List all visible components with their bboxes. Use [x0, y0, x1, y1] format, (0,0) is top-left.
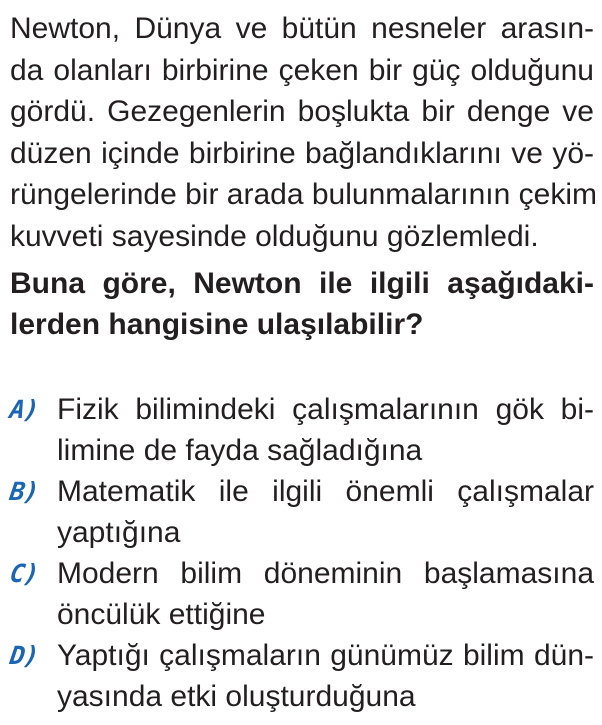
passage-line: rüngelerinde bir arada bulunmalarının çekim: [10, 178, 597, 211]
option-b[interactable]: [10, 471, 594, 553]
option-text-line: yaptığına: [57, 516, 181, 549]
option-text-line: limine de fayda sağladığına: [57, 434, 423, 467]
question-page: [8, 8, 597, 717]
question-stem: [10, 263, 594, 345]
option-d[interactable]: [10, 635, 594, 717]
option-letter-b: B): [8, 477, 41, 506]
option-text-line: Fizik bilimindeki çalışmalarının gök bi-: [57, 393, 594, 426]
passage-line: Newton, Dünya ve bütün nesneler arasın-: [10, 12, 594, 45]
answer-options: [10, 389, 594, 717]
option-letter-d: D): [8, 641, 41, 670]
option-letter-a: A): [8, 395, 41, 424]
option-text-line: yasında etki oluşturduğuna: [57, 680, 416, 713]
option-text-line: Matematik ile ilgili önemli çalışmalar: [57, 475, 594, 508]
option-text-line: Modern bilim döneminin başlamasına: [57, 557, 594, 590]
passage-line: düzen içinde birbirine bağlandıklarını ve yö-: [10, 136, 594, 170]
passage-line: gördü. Gezegenlerin boşlukta bir denge ve: [10, 95, 594, 128]
question-line: Buna göre, Newton ile ilgili aşağıdaki-: [10, 267, 594, 300]
option-text-line: Yaptığı çalışmaların günümüz bilim dün-: [57, 639, 594, 672]
passage-line: da olanları birbirine çeken bir güç olduğunu: [10, 53, 594, 87]
question-line: lerden hangisine ulaşılabilir?: [10, 308, 424, 341]
option-letter-c: C): [8, 559, 41, 588]
option-c[interactable]: [10, 553, 594, 635]
passage-text: [10, 8, 597, 257]
option-text-line: öncülük ettiğine: [57, 598, 266, 631]
option-a[interactable]: [10, 389, 594, 471]
passage-line: kuvveti sayesinde olduğunu gözlemledi.: [10, 219, 539, 253]
